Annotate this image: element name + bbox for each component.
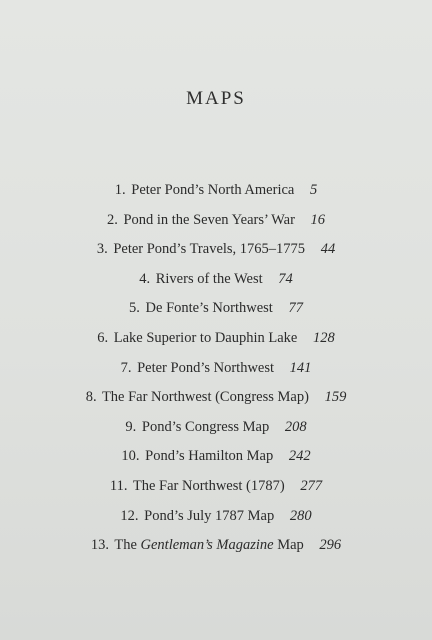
entry-page-number: 77 [288, 300, 303, 317]
entry-number: 5. [129, 300, 140, 317]
entry-number: 12. [120, 507, 139, 524]
list-item [0, 474, 432, 504]
entry-title: Pond’s July 1787 Map [144, 507, 275, 524]
entry-number: 6. [97, 329, 109, 346]
list-item [0, 444, 432, 474]
list-item [0, 178, 432, 208]
list-item [0, 208, 432, 238]
entry-number: 3. [96, 241, 108, 258]
list-item [0, 533, 432, 563]
entry-title: The Far Northwest (1787) [132, 477, 285, 494]
entry-page-number: 296 [319, 537, 342, 554]
entry-title: Peter Pond’s North America [131, 182, 295, 198]
entry-title-prefix: The [114, 537, 137, 554]
list-item [0, 504, 432, 534]
list-item [0, 356, 432, 386]
list-item [0, 326, 432, 356]
list-item [0, 385, 432, 415]
entry-title: De Fonte’s Northwest [145, 300, 273, 317]
entry-page-number: 44 [320, 241, 336, 258]
entry-number: 13. [90, 537, 109, 554]
entry-title: The Far Northwest (Congress Map) [101, 389, 309, 406]
entry-number: 10. [121, 448, 140, 465]
list-item [0, 415, 432, 445]
entry-title: Pond’s Hamilton Map [145, 448, 274, 465]
entry-page-number: 141 [289, 359, 312, 376]
entry-number: 2. [106, 211, 118, 228]
entry-page-number: 5 [309, 182, 318, 198]
entry-number: 4. [139, 270, 151, 287]
entry-title: Pond’s Congress Map [141, 418, 270, 435]
entry-page-number: 277 [300, 477, 323, 494]
maps-list [0, 178, 432, 563]
entry-title: Peter Pond’s Northwest [137, 359, 275, 376]
entry-title: Peter Pond’s Travels, 1765–1775 [113, 241, 306, 258]
entry-title-italic: Gentleman’s Magazine [140, 537, 274, 554]
entry-title: Lake Superior to Dauphin Lake [113, 329, 298, 346]
entry-page-number: 208 [284, 418, 307, 435]
entry-number: 8. [85, 389, 97, 406]
entry-page-number: 16 [310, 211, 326, 228]
entry-page-number: 74 [278, 270, 293, 287]
entry-title-suffix: Map [277, 537, 304, 554]
entry-title: Rivers of the West [155, 270, 263, 287]
entry-page-number: 159 [324, 389, 347, 406]
entry-number: 9. [125, 418, 137, 435]
list-item [0, 267, 432, 297]
list-item [0, 296, 432, 326]
entry-number: 7. [120, 359, 132, 376]
entry-page-number: 128 [312, 329, 335, 346]
entry-title: Pond in the Seven Years’ War [123, 211, 295, 228]
page-heading: MAPS [186, 88, 246, 109]
entry-number: 11. [109, 477, 128, 494]
entry-number: 1. [114, 182, 126, 198]
entry-page-number: 280 [289, 507, 312, 524]
entry-page-number: 242 [288, 448, 311, 465]
list-item [0, 237, 432, 267]
